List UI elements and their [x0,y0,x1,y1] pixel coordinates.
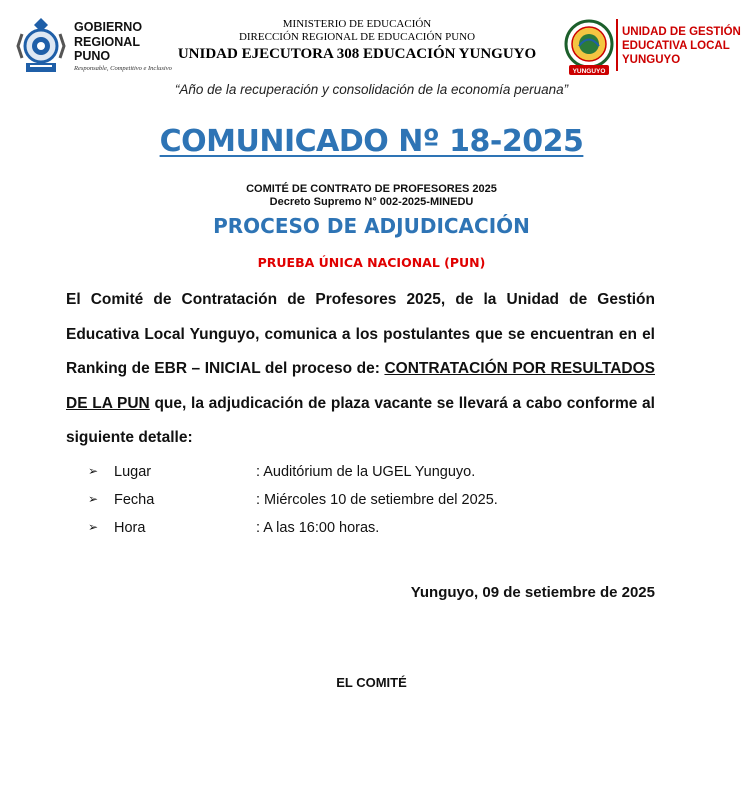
signature-committee: EL COMITÉ [336,675,407,690]
arrow-bullet-icon: ➢ [88,492,99,506]
process-title: PROCESO DE ADJUDICACIÓN [213,214,530,238]
ministry-name: MINISTERIO DE EDUCACIÓN [282,18,432,30]
unit-name: UNIDAD EJECUTORA 308 EDUCACIÓN YUNGUYO [177,46,537,62]
announcement-paragraph: El Comité de Contratación de Profesores 2025, de la Unidad de Gestión Educativa Local Yunguyo, comunica a los postulantes que se encuentran en el Ranking de EBR – INICIAL del proceso de: CONTRATACIÓN POR RESULTADOS DE LA PUN que, la adjudicación de plaza vacante se llevará a cabo conforme al siguiente detalle: [66,291,655,446]
gobierno-regional-motto: Responsable, Competitivo e Inclusivo [74,65,172,72]
detail-label: Fecha [114,492,155,508]
year-motto: “Año de la recuperación y consolidación de la economía peruana” [174,82,569,97]
gobierno-regional-puno-logo [14,16,68,76]
decree-reference: Decreto Supremo N° 002-2025-MINEDU [269,196,474,208]
detail-value: : Miércoles 10 de setiembre del 2025. [256,492,498,508]
detail-value: : Auditórium de la UGEL Yunguyo. [256,464,476,480]
date-line: Yunguyo, 09 de setiembre de 2025 [410,584,655,601]
committee-info [0,183,743,209]
seal-label: YUNGUYO [572,68,606,75]
arrow-bullet-icon: ➢ [88,520,99,534]
communique-title: COMUNICADO Nº 18-2025 [159,124,584,159]
ugel-name: UNIDAD DE GESTIÓN EDUCATIVA LOCAL YUNGUYO [622,26,741,66]
detail-label: Lugar [114,464,152,480]
detail-label: Hora [114,520,146,536]
committee-name: COMITÉ DE CONTRATO DE PROFESORES 2025 [246,183,497,195]
gobierno-regional-name: GOBIERNO REGIONAL PUNO [74,20,143,63]
institution-header [150,18,564,64]
direction-name: DIRECCIÓN REGIONAL DE EDUCACIÓN PUNO [238,31,476,43]
detail-value: : A las 16:00 horas. [256,520,380,536]
contract-type-underlined: CONTRATACIÓN POR RESULTADOS DE LA PUN [66,360,655,412]
exam-title: PRUEBA ÚNICA NACIONAL (PUN) [257,255,486,270]
header-divider [616,19,618,71]
arrow-bullet-icon: ➢ [88,464,99,478]
ugel-yunguyo-seal [561,19,617,77]
